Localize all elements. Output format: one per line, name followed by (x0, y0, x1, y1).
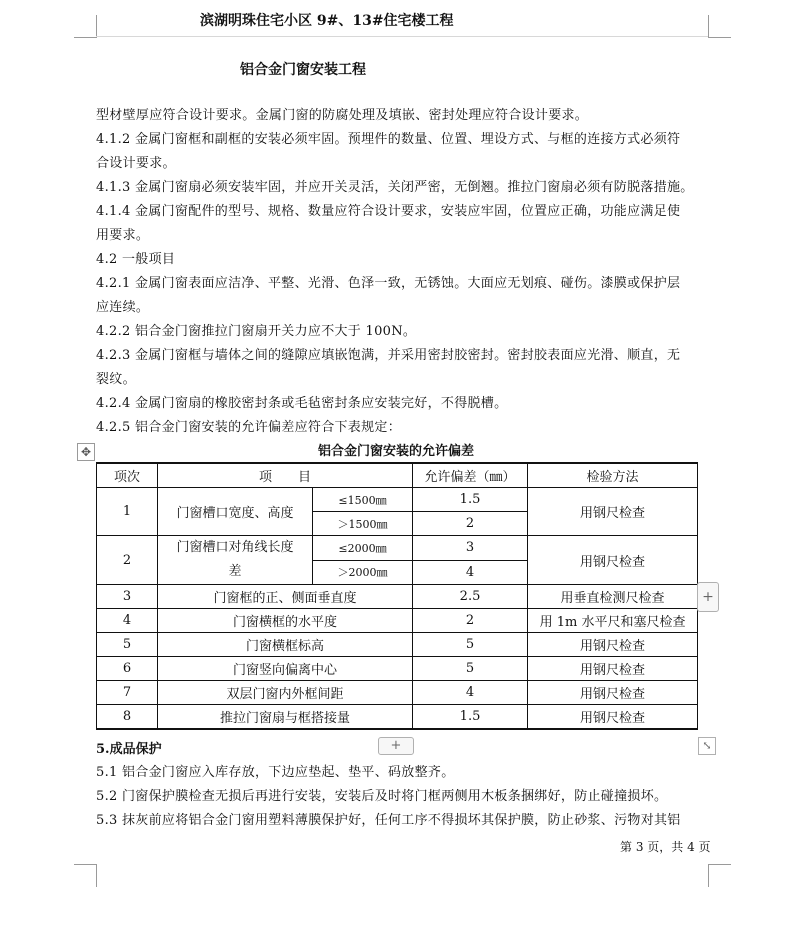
row-tolerance: 4 (413, 681, 528, 705)
body-line: 5.3 抹灰前应将铝合金门窗用塑料薄膜保护好，任何工序不得损坏其保护膜，防止砂浆、污物对其铝 (96, 813, 681, 828)
table-move-handle-icon[interactable]: ✥ (77, 443, 95, 461)
row-method: 用钢尺检查 (528, 488, 698, 536)
row-method: 用垂直检测尺检查 (528, 585, 698, 609)
row-method: 用 1m 水平尺和塞尺检查 (528, 609, 698, 633)
row-item-line: 门窗槽口对角线长度 (176, 540, 294, 555)
body-line: 4.1.3 金属门窗扇必须安装牢固，并应开关灵活，关闭严密，无倒翘。推拉门窗扇必须有防脱落措施。 (96, 180, 694, 195)
table-row (97, 609, 698, 633)
page-corner-mark-top-right (708, 15, 731, 38)
table-row (97, 705, 698, 730)
body-line: 4.2.2 铝合金门窗推拉门窗扇开关力应不大于 100N。 (96, 324, 417, 339)
row-method: 用钢尺检查 (528, 681, 698, 705)
row-item: 推拉门窗扇与框搭接量 (158, 705, 413, 730)
row-no: 7 (97, 681, 158, 705)
table-row (97, 657, 698, 681)
body-line: 4.1.2 金属门窗框和副框的安装必须牢固。预埋件的数量、位置、埋设方式、与框的连接方式必须符 (96, 132, 681, 147)
row-tolerance: 3 (413, 536, 528, 561)
body-line: 合设计要求。 (96, 156, 176, 171)
section-body (96, 761, 708, 833)
row-no: 6 (97, 657, 158, 681)
row-no: 3 (97, 585, 158, 609)
table-caption: 铝合金门窗安装的允许偏差 (317, 444, 474, 459)
tolerance-table (96, 462, 698, 730)
document-title: 铝合金门窗安装工程 (240, 62, 366, 78)
table-row (97, 488, 698, 512)
header-divider (96, 36, 708, 37)
body-line: 5.1 铝合金门窗应入库存放，下边应垫起、垫平、码放整齐。 (96, 765, 455, 780)
row-no: 4 (97, 609, 158, 633)
row-no: 5 (97, 633, 158, 657)
row-tolerance: 5 (413, 657, 528, 681)
table-row (97, 681, 698, 705)
row-tolerance: 1.5 (413, 488, 528, 512)
body-line: 4.2.1 金属门窗表面应洁净、平整、光滑、色泽一致，无锈蚀。大面应无划痕、碰伤。漆膜或保护层 (96, 276, 681, 291)
table-header-row (97, 463, 698, 488)
body-line: 应连续。 (96, 300, 150, 315)
row-item: 门窗框的正、侧面垂直度 (158, 585, 413, 609)
row-item (158, 536, 313, 585)
page-number-footer: 第 3 页，共 4 页 (620, 840, 711, 854)
col-header-item: 项 目 (158, 463, 413, 488)
col-header-tolerance: 允许偏差（㎜） (413, 463, 528, 488)
table-row (97, 633, 698, 657)
row-no: 8 (97, 705, 158, 730)
row-subitem: ≤2000㎜ (313, 536, 413, 561)
col-header-method: 检验方法 (528, 463, 698, 488)
body-line: 4.2.4 金属门窗扇的橡胶密封条或毛毡密封条应安装完好，不得脱槽。 (96, 396, 508, 411)
page-corner-mark-bottom-right (708, 864, 731, 887)
add-column-button[interactable]: + (697, 582, 719, 612)
row-subitem: ≤1500㎜ (313, 488, 413, 512)
row-tolerance: 5 (413, 633, 528, 657)
body-line: 4.2 一般项目 (96, 252, 176, 267)
table-row (97, 536, 698, 561)
row-item: 门窗横框的水平度 (158, 609, 413, 633)
body-line: 型材壁厚应符合设计要求。金属门窗的防腐处理及填嵌、密封处理应符合设计要求。 (96, 108, 589, 123)
row-tolerance: 2.5 (413, 585, 528, 609)
row-method: 用钢尺检查 (528, 633, 698, 657)
body-line: 4.1.4 金属门窗配件的型号、规格、数量应符合设计要求，安装应牢固，位置应正确，功能应满足使 (96, 204, 681, 219)
body-line: 4.2.5 铝合金门窗安装的允许偏差应符合下表规定： (96, 420, 402, 435)
page-corner-mark-bottom-left (74, 864, 97, 887)
table-row (97, 585, 698, 609)
page-header-project: 滨湖明珠住宅小区 9#、13#住宅楼工程 (200, 13, 454, 29)
row-tolerance: 1.5 (413, 705, 528, 730)
body-text (96, 104, 708, 440)
body-line: 4.2.3 金属门窗框与墙体之间的缝隙应填嵌饱满，并采用密封胶密封。密封胶表面应光滑、顺直，无 (96, 348, 681, 363)
row-method: 用钢尺检查 (528, 536, 698, 585)
row-tolerance: 2 (413, 609, 528, 633)
row-item: 双层门窗内外框间距 (158, 681, 413, 705)
row-tolerance: 2 (413, 512, 528, 536)
body-line: 裂纹。 (96, 372, 136, 387)
row-subitem: ＞1500㎜ (313, 512, 413, 536)
row-item: 门窗横框标高 (158, 633, 413, 657)
col-header-no: 项次 (97, 463, 158, 488)
row-no: 1 (97, 488, 158, 536)
row-item-line: 差 (228, 564, 242, 579)
row-method: 用钢尺检查 (528, 705, 698, 730)
row-item: 门窗槽口宽度、高度 (158, 488, 313, 536)
body-line: 5.2 门窗保护膜检查无损后再进行安装，安装后及时将门框两侧用木板条捆绑好，防止碰撞损坏。 (96, 789, 668, 804)
body-line: 用要求。 (96, 228, 150, 243)
row-item: 门窗竖向偏离中心 (158, 657, 413, 681)
add-row-button[interactable]: + (378, 737, 414, 755)
row-subitem: ＞2000㎜ (313, 560, 413, 585)
table-resize-handle-icon[interactable]: ⤡ (698, 737, 716, 755)
row-method: 用钢尺检查 (528, 657, 698, 681)
row-tolerance: 4 (413, 560, 528, 585)
row-no: 2 (97, 536, 158, 585)
page-corner-mark-top-left (74, 15, 97, 38)
section-heading: 5.成品保护 (96, 742, 162, 757)
